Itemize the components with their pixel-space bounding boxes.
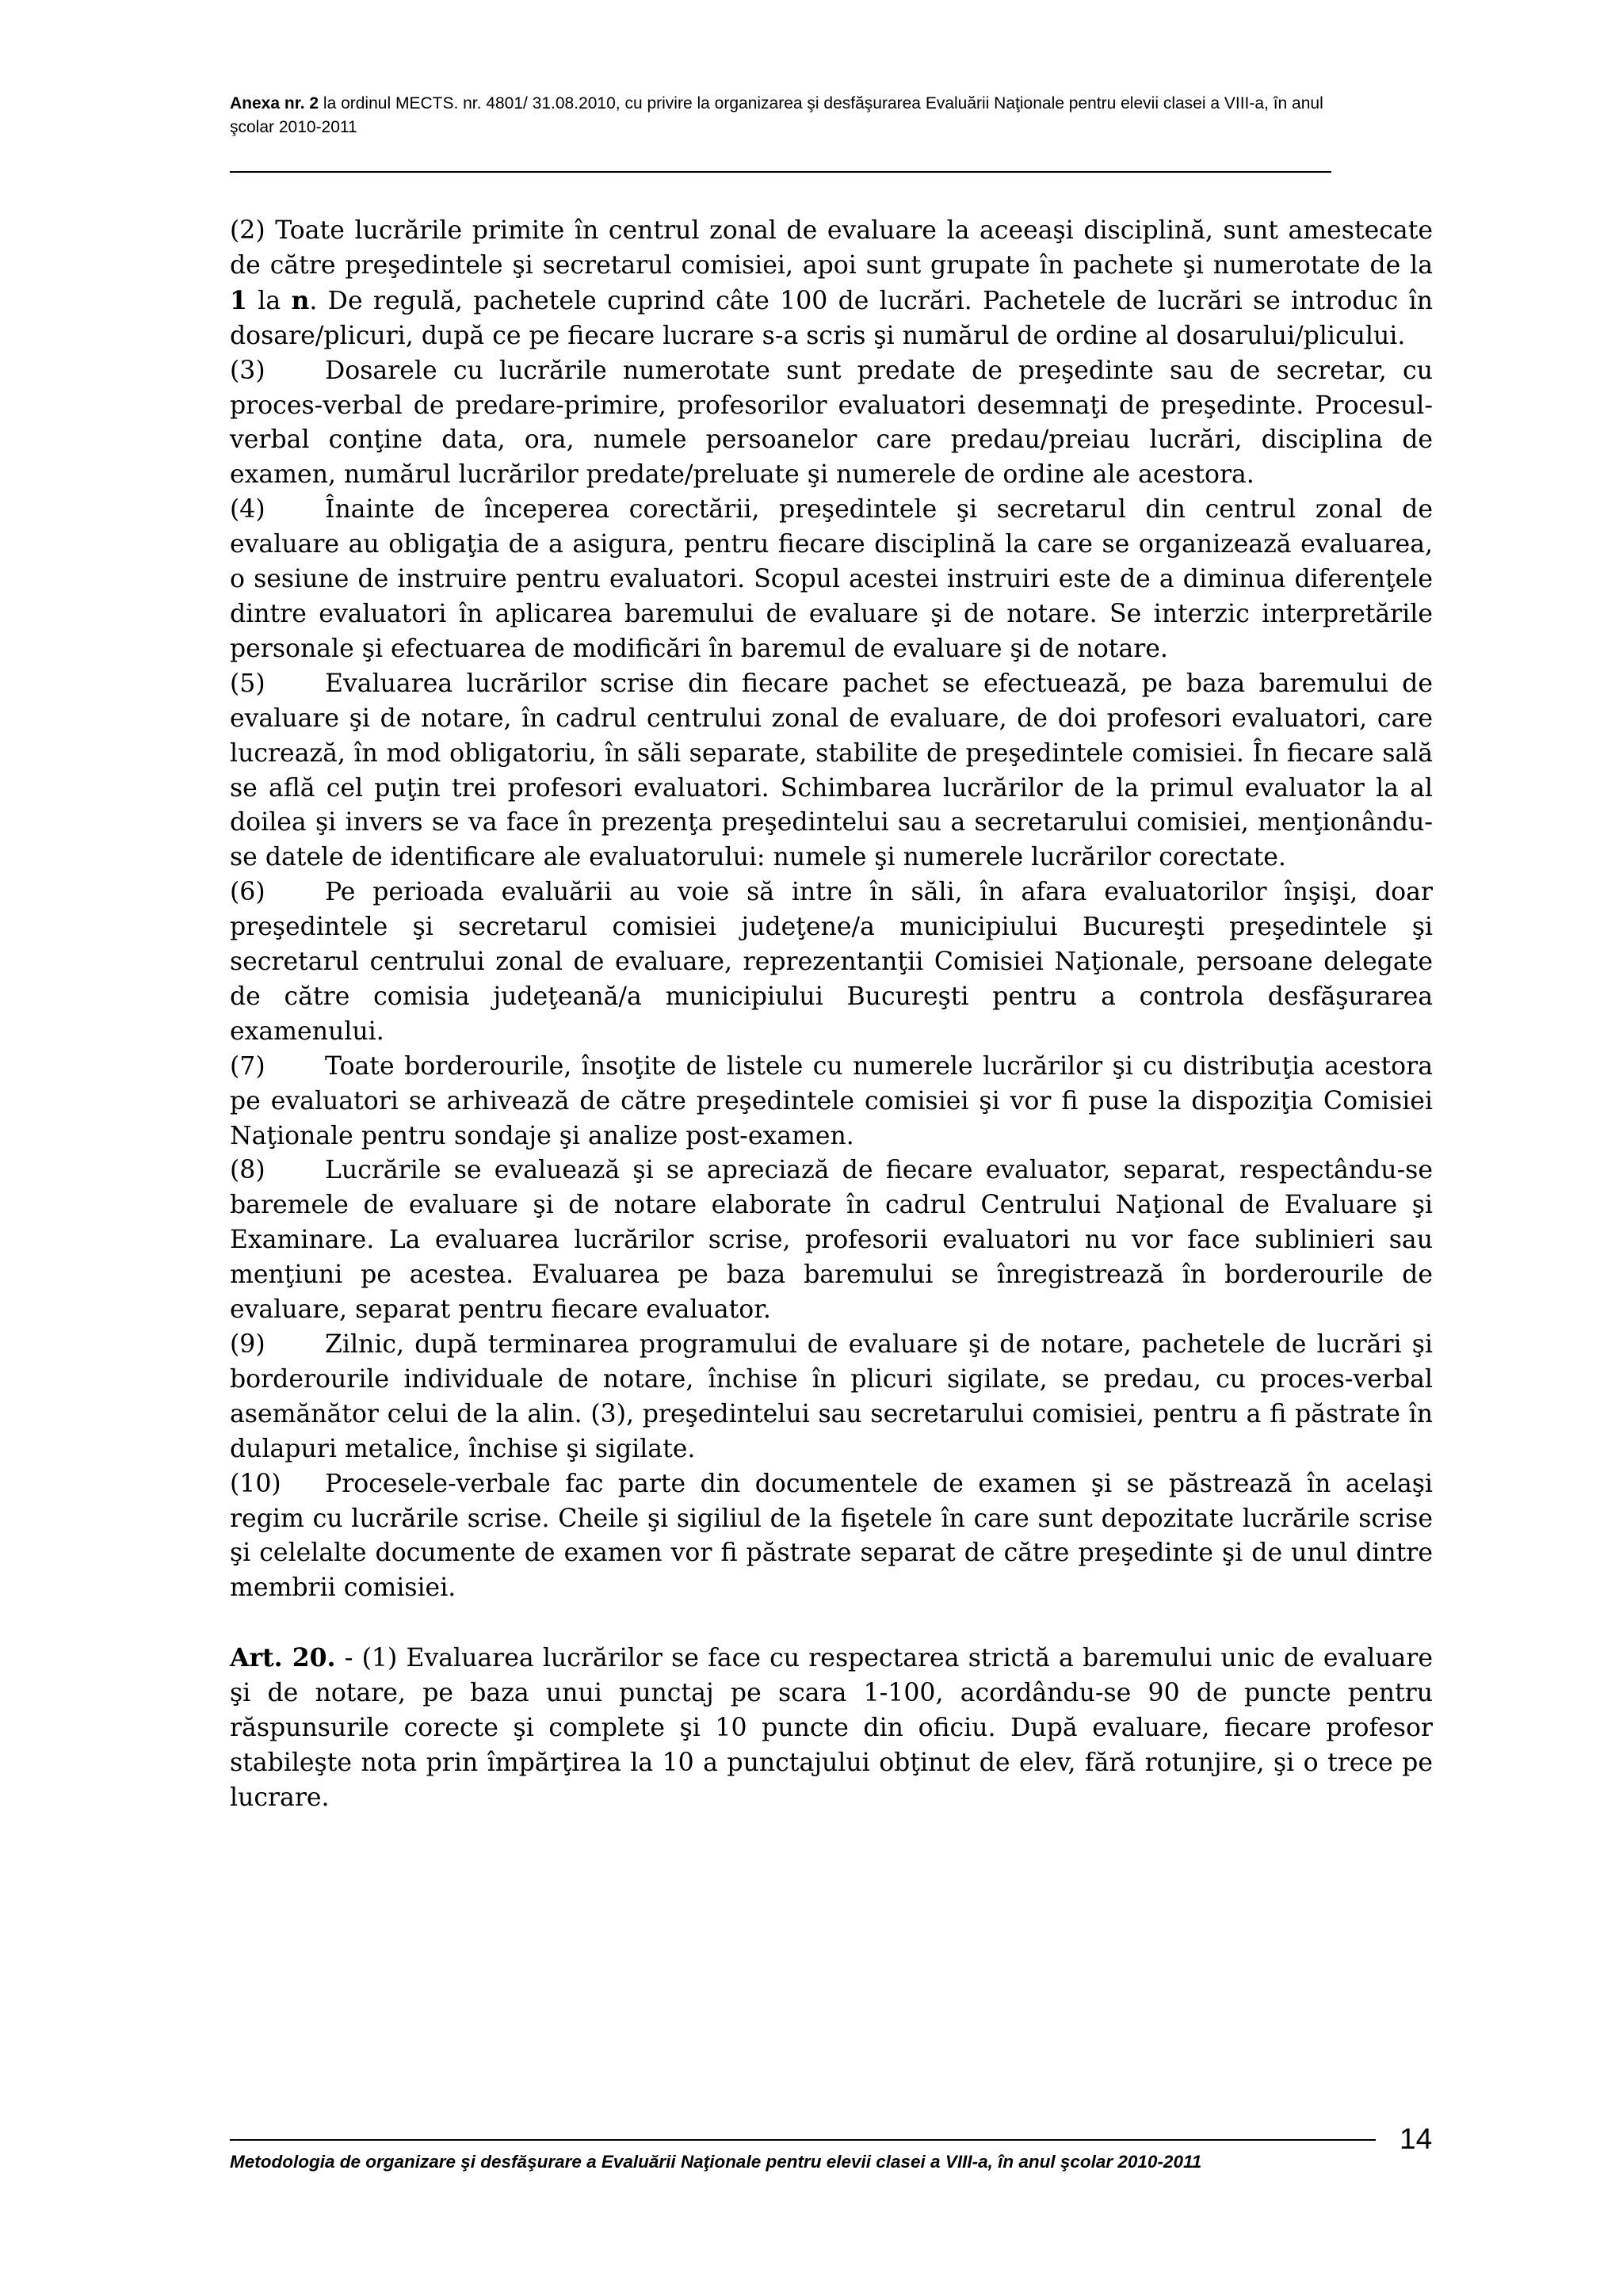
page-number: 14 — [1400, 2122, 1433, 2155]
header-annex-label: Anexa nr. 2 — [230, 94, 319, 113]
page-footer: Metodologia de organizare şi desfăşurare a Evaluării Naţionale pentru elevii clasei a VIII-a, în anul şcolar 2010-2011 — [230, 2152, 1202, 2172]
document-body — [230, 214, 1433, 1816]
paragraph-6 — [230, 875, 1433, 1050]
paragraph-number: (3) — [230, 356, 265, 385]
paragraph-number: (9) — [230, 1330, 265, 1359]
paragraph-number: (8) — [230, 1156, 265, 1185]
paragraph-number: (6) — [230, 878, 265, 907]
paragraph-text: Evaluarea lucrărilor scrise din fiecare pachet se efectuează, pe baza baremului de evaluare şi de notare, în cadrul centrului zonal de evaluare, de doi profesori evaluatori, care lucrează, în mod obligatoriu, în săli separate, stabilite de preşedintele comisiei. În fiecare sală se află cel puţin trei profesori evaluatori. Schimbarea lucrărilor de la primul evaluator la al doilea şi invers se va face în prezenţa preşedintelui sau a secretarului comisiei, menţionându-se datele de identificare ale evaluatorului: numele şi numerele lucrărilor corectate. — [230, 669, 1433, 872]
paragraph-10 — [230, 1467, 1433, 1607]
article-text: - (1) Evaluarea lucrărilor se face cu respectarea strictă a baremului unic de evaluare şi de notare, pe baza unui punctaj pe scara 1-100, acordându-se 90 de puncte pentru răspunsurile corecte şi complete şi 10 puncte din oficiu. După evaluare, fiecare profesor stabileşte nota prin împărţirea la 10 a punctajului obţinut de elev, fără rotunjire, şi o trece pe lucrare. — [230, 1644, 1433, 1812]
paragraph-text: Procesele-verbale fac parte din documentele de examen şi se păstrează în acelaşi regim cu lucrările scrise. Cheile şi sigiliul de la fişetele în care sunt depozitate lucrările scrise şi celelalte documente de examen vor fi păstrate separat de către preşedinte şi de unul dintre membrii comisiei. — [230, 1469, 1433, 1603]
paragraph-4 — [230, 493, 1433, 667]
paragraph-5 — [230, 667, 1433, 875]
paragraph-text: Pe perioada evaluării au voie să intre în săli, în afara evaluatorilor înşişi, doar preşedintele şi secretarul comisiei judeţene/a municipiului Bucureşti preşedintele şi secretarul centrului zonal de evaluare, reprezentanţii Comisiei Naţionale, persoane delegate de către comisia judeţeană/a municipiului Bucureşti pentru a controla desfăşurarea examenului. — [230, 878, 1433, 1046]
header-text: la ordinul MECTS. nr. 4801/ 31.08.2010, cu privire la organizarea şi desfăşurarea Evaluării Naţionale pentru elevii clasei a VIII-a, în anul şcolar 2010-2011 — [230, 94, 1323, 136]
page-header — [230, 92, 1331, 139]
paragraph-number: (10) — [230, 1469, 281, 1498]
article-20 — [230, 1641, 1433, 1816]
paragraph-number: (5) — [230, 669, 265, 698]
paragraph-7 — [230, 1050, 1433, 1154]
paragraph-3 — [230, 354, 1433, 494]
footer-divider — [230, 2139, 1376, 2141]
paragraph-text: Înainte de începerea corectării, preşedintele şi secretarul din centrul zonal de evaluare au obligaţia de a asigura, pentru fiecare disciplină la care se organizează evaluarea, o sesiune de instruire pentru evaluatori. Scopul acestei instruiri este de a diminua diferenţele dintre evaluatori în aplicarea baremului de evaluare şi de notare. Se interzic interpretările personale şi efectuarea de modificări în baremul de evaluare şi de notare. — [230, 495, 1433, 663]
paragraph-text: Zilnic, după terminarea programului de evaluare şi de notare, pachetele de lucrări şi borderourile individuale de notare, închise în plicuri sigilate, se predau, cu proces-verbal asemănător celui de la alin. (3), preşedintelui sau secretarului comisiei, pentru a fi păstrate în dulapuri metalice, închise şi sigilate. — [230, 1330, 1433, 1463]
paragraph-2: (2) Toate lucrările primite în centrul zonal de evaluare la aceeaşi disciplină, sunt amestecate de către preşedintele şi secretarul comisiei, apoi sunt grupate în pachete şi numerotate de la 1 la n. De regulă, pachetele cuprind câte 100 de lucrări. Pachetele de lucrări se introduc în dosare/plicuri, după ce pe fiecare lucrare s-a scris şi numărul de ordine al dosarului/plicului. — [230, 216, 1433, 350]
header-divider — [230, 171, 1331, 173]
article-heading: Art. 20. — [230, 1643, 336, 1673]
paragraph-text: Toate borderourile, însoţite de listele cu numerele lucrărilor şi cu distribuţia acestora pe evaluatori se arhivează de către preşedintele comisiei şi vor fi puse la dispoziţia Comisiei Naţionale pentru sondaje şi analize post-examen. — [230, 1051, 1433, 1150]
paragraph-8 — [230, 1154, 1433, 1328]
paragraph-number: (4) — [230, 495, 265, 524]
paragraph-text: Dosarele cu lucrările numerotate sunt predate de preşedinte sau de secretar, cu proces-verbal de predare-primire, profesorilor evaluatori desemnaţi de preşedinte. Procesul-verbal conţine data, ora, numele persoanelor care predau/preiau lucrări, disciplina de examen, numărul lucrărilor predate/preluate şi numerele de ordine ale acestora. — [230, 356, 1433, 490]
paragraph-number: (7) — [230, 1051, 265, 1081]
paragraph-9 — [230, 1328, 1433, 1467]
paragraph-text: Lucrările se evaluează şi se apreciază de fiecare evaluator, separat, respectându-se baremele de evaluare şi de notare elaborate în cadrul Centrului Naţional de Evaluare şi Examinare. La evaluarea lucrărilor scrise, profesorii evaluatori nu vor face sublinieri sau menţiuni pe acestea. Evaluarea pe baza baremului se înregistrează în borderourile de evaluare, separat pentru fiecare evaluator. — [230, 1156, 1433, 1325]
